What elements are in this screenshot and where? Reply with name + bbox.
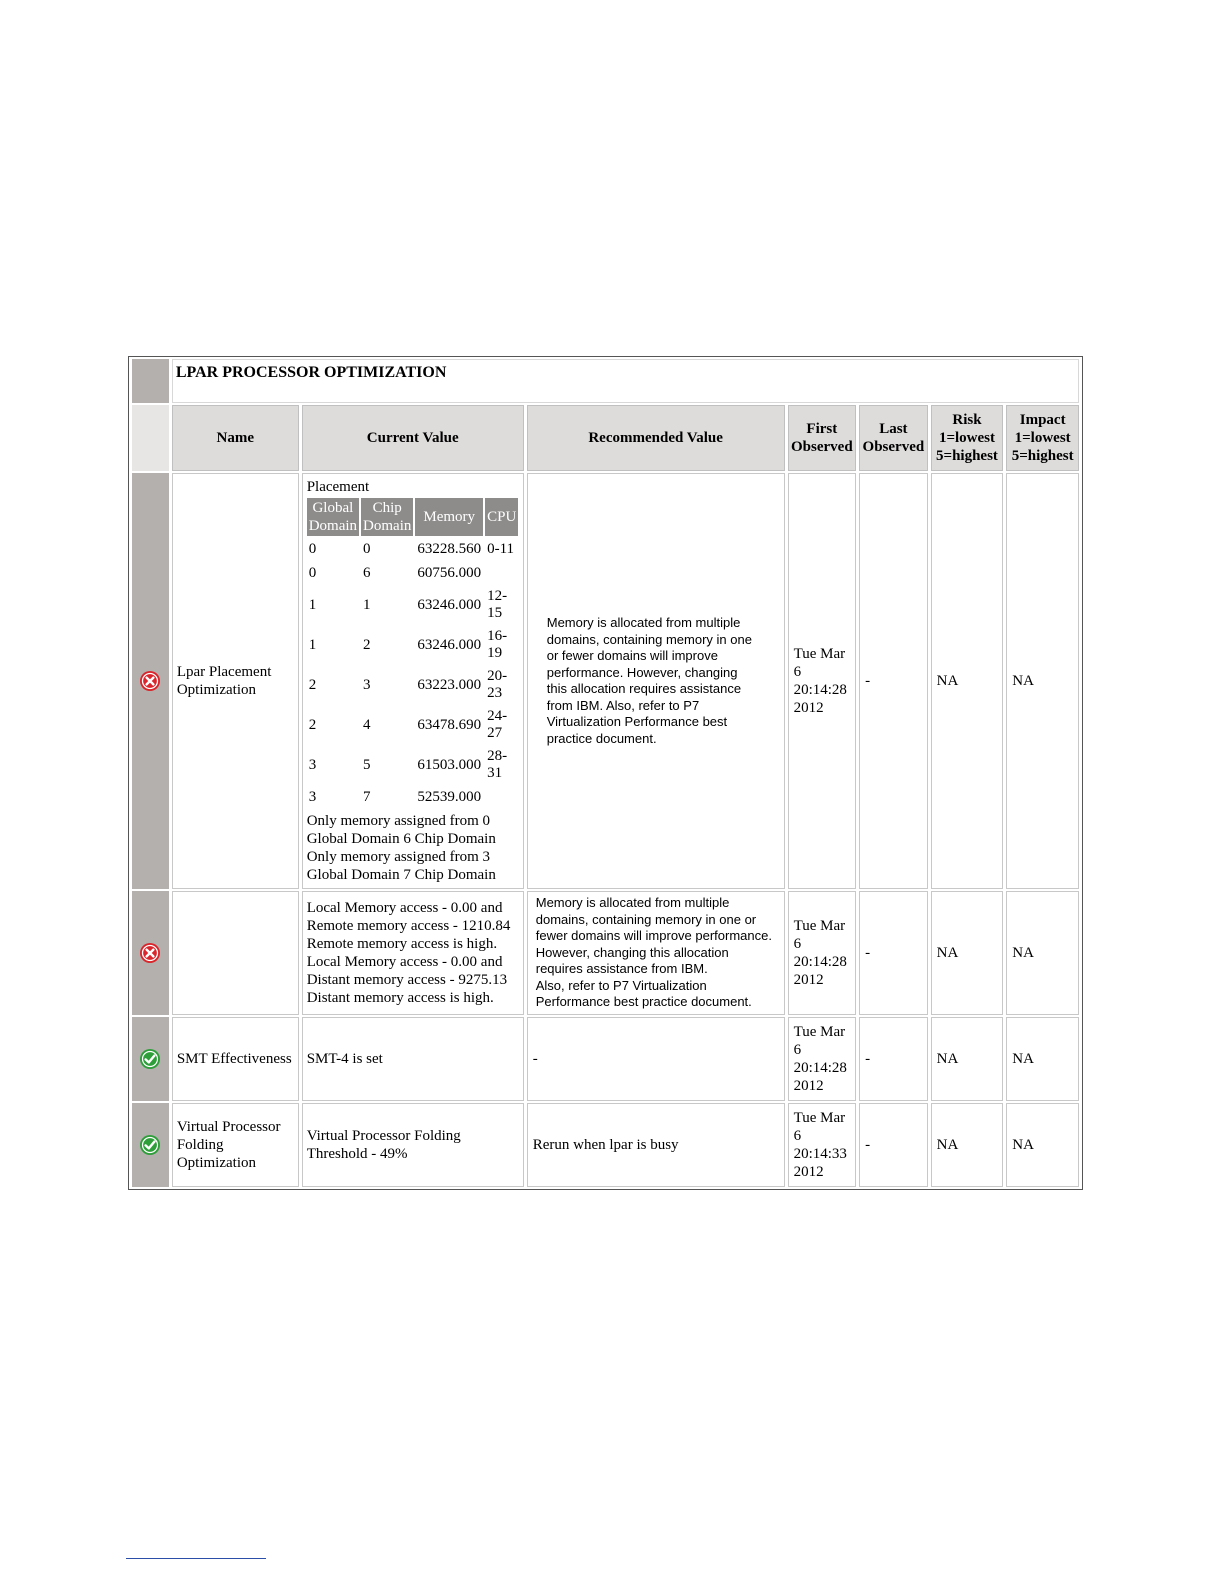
placement-col-chip-domain: Chip Domain bbox=[363, 500, 412, 534]
row-current-value: Virtual Processor Folding Threshold - 49% bbox=[302, 1103, 524, 1187]
header-row bbox=[132, 405, 1079, 471]
placement-cpu: 16- 19 bbox=[487, 628, 508, 661]
table-row bbox=[132, 1103, 1079, 1187]
col-header-recommended-value: Recommended Value bbox=[527, 405, 785, 471]
row-recommended-value: Memory is allocated from multiple domains, containing memory in one or fewer domains will improve performance. However, changing this allocation requires assistance from IBM. Also, refer to P7 Virtualization Performance best practice document. bbox=[527, 891, 785, 1015]
check-ok-icon bbox=[139, 1048, 161, 1070]
placement-col-global-domain: Global Domain bbox=[308, 500, 358, 534]
row-first-observed: Tue Mar 6 20:14:28 2012 bbox=[788, 891, 857, 1015]
row-impact: NA bbox=[1006, 1103, 1079, 1187]
row-name: Virtual Processor Folding Optimization bbox=[172, 1103, 299, 1187]
col-header-current-value: Current Value bbox=[302, 405, 524, 471]
title-stripe bbox=[132, 359, 169, 403]
placement-memory: 63246.000 bbox=[417, 637, 482, 653]
row-status bbox=[132, 1103, 169, 1187]
placement-global-domain: 2 bbox=[308, 677, 317, 693]
row-recommended-value: - bbox=[527, 1017, 785, 1101]
row-recommended-value: Rerun when lpar is busy bbox=[527, 1103, 785, 1187]
placement-chip-domain: 2 bbox=[363, 637, 371, 653]
row-current-value bbox=[302, 473, 524, 889]
placement-chip-domain: 4 bbox=[363, 717, 371, 733]
row-status bbox=[132, 473, 169, 889]
placement-global-domain: 0 bbox=[308, 541, 317, 557]
placement-heading: Placement bbox=[306, 479, 370, 495]
report-table bbox=[129, 357, 1082, 1189]
col-header-first-observed: First Observed bbox=[788, 405, 857, 471]
placement-col-memory: Memory bbox=[415, 498, 483, 536]
placement-global-domain: 1 bbox=[308, 637, 317, 653]
error-x-icon bbox=[139, 670, 161, 692]
col-header-name: Name bbox=[172, 405, 299, 471]
placement-chip-domain: 3 bbox=[363, 677, 371, 693]
placement-memory: 63228.560 bbox=[417, 541, 482, 557]
placement-memory: 52539.000 bbox=[417, 789, 482, 805]
row-status bbox=[132, 1017, 169, 1101]
placement-memory: 63223.000 bbox=[417, 677, 482, 693]
row-name: SMT Effectiveness bbox=[172, 1017, 299, 1101]
row-first-observed: Tue Mar 6 20:14:28 2012 bbox=[788, 473, 857, 889]
table-row bbox=[132, 891, 1079, 1015]
placement-cpu bbox=[485, 786, 518, 808]
placement-chip-domain: 6 bbox=[363, 565, 371, 581]
placement-memory: 61503.000 bbox=[417, 757, 482, 773]
placement-row bbox=[307, 586, 519, 624]
table-row bbox=[132, 473, 1079, 889]
row-current-value: Local Memory access - 0.00 and Remote memory access - 1210.84 Remote memory access is high. Local Memory access - 0.00 and Distant memory access - 9275.13 Distant memory access is high. bbox=[302, 891, 524, 1015]
row-impact: NA bbox=[1006, 891, 1079, 1015]
check-ok-icon bbox=[139, 1134, 161, 1156]
row-risk: NA bbox=[931, 473, 1004, 889]
placement-notes: Only memory assigned from 0 Global Domain 6 Chip Domain Only memory assigned from 3 Global Domain 7 Chip Domain bbox=[306, 813, 496, 883]
row-impact: NA bbox=[1006, 1017, 1079, 1101]
placement-cpu: 24- 27 bbox=[487, 708, 508, 741]
placement-row bbox=[307, 786, 519, 808]
placement-global-domain: 2 bbox=[308, 717, 317, 733]
placement-global-domain: 1 bbox=[308, 597, 317, 613]
header-stripe bbox=[132, 405, 169, 471]
row-last-observed: - bbox=[859, 1017, 928, 1101]
error-x-icon bbox=[139, 942, 161, 964]
title-row bbox=[132, 359, 1079, 403]
placement-col-cpu: CPU bbox=[485, 498, 518, 536]
placement-header-row bbox=[307, 498, 519, 536]
lpar-processor-optimization-report bbox=[128, 356, 1083, 1190]
placement-cpu: 28- 31 bbox=[487, 748, 508, 781]
col-header-last-observed: Last Observed bbox=[859, 405, 928, 471]
report-title: LPAR PROCESSOR OPTIMIZATION bbox=[172, 359, 1079, 403]
row-last-observed: - bbox=[859, 473, 928, 889]
placement-chip-domain: 0 bbox=[363, 541, 371, 557]
placement-chip-domain: 1 bbox=[363, 597, 371, 613]
placement-memory: 63478.690 bbox=[417, 717, 482, 733]
col-header-risk: Risk 1=lowest 5=highest bbox=[931, 405, 1004, 471]
placement-chip-domain: 7 bbox=[363, 789, 371, 805]
placement-table bbox=[305, 496, 521, 810]
col-header-impact: Impact 1=lowest 5=highest bbox=[1006, 405, 1079, 471]
placement-row bbox=[307, 538, 519, 560]
row-name: Lpar Placement Optimization bbox=[172, 473, 299, 889]
row-last-observed: - bbox=[859, 891, 928, 1015]
footnote-separator bbox=[126, 1558, 266, 1559]
placement-memory: 63246.000 bbox=[417, 597, 482, 613]
row-first-observed: Tue Mar 6 20:14:28 2012 bbox=[788, 1017, 857, 1101]
row-recommended-value: Memory is allocated from multiple domains, containing memory in one or fewer domains will improve performance. However, changing this allocation requires assistance from IBM. Also, refer to P7 Virtualization Performance best practice document. bbox=[527, 473, 785, 889]
placement-memory: 60756.000 bbox=[417, 565, 482, 581]
placement-cpu bbox=[485, 562, 518, 584]
table-row bbox=[132, 1017, 1079, 1101]
row-risk: NA bbox=[931, 891, 1004, 1015]
placement-row bbox=[307, 666, 519, 704]
placement-global-domain: 0 bbox=[308, 565, 317, 581]
placement-row bbox=[307, 746, 519, 784]
placement-chip-domain: 5 bbox=[363, 757, 371, 773]
placement-row bbox=[307, 562, 519, 584]
row-risk: NA bbox=[931, 1017, 1004, 1101]
row-impact: NA bbox=[1006, 473, 1079, 889]
placement-row bbox=[307, 706, 519, 744]
row-last-observed: - bbox=[859, 1103, 928, 1187]
placement-row bbox=[307, 626, 519, 664]
row-current-value: SMT-4 is set bbox=[302, 1017, 524, 1101]
placement-global-domain: 3 bbox=[308, 789, 317, 805]
row-status bbox=[132, 891, 169, 1015]
row-name bbox=[172, 891, 299, 1015]
row-first-observed: Tue Mar 6 20:14:33 2012 bbox=[788, 1103, 857, 1187]
placement-cpu: 20- 23 bbox=[487, 668, 508, 701]
placement-global-domain: 3 bbox=[308, 757, 317, 773]
placement-cpu: 12- 15 bbox=[487, 588, 508, 621]
placement-cpu: 0-11 bbox=[487, 540, 515, 557]
row-risk: NA bbox=[931, 1103, 1004, 1187]
